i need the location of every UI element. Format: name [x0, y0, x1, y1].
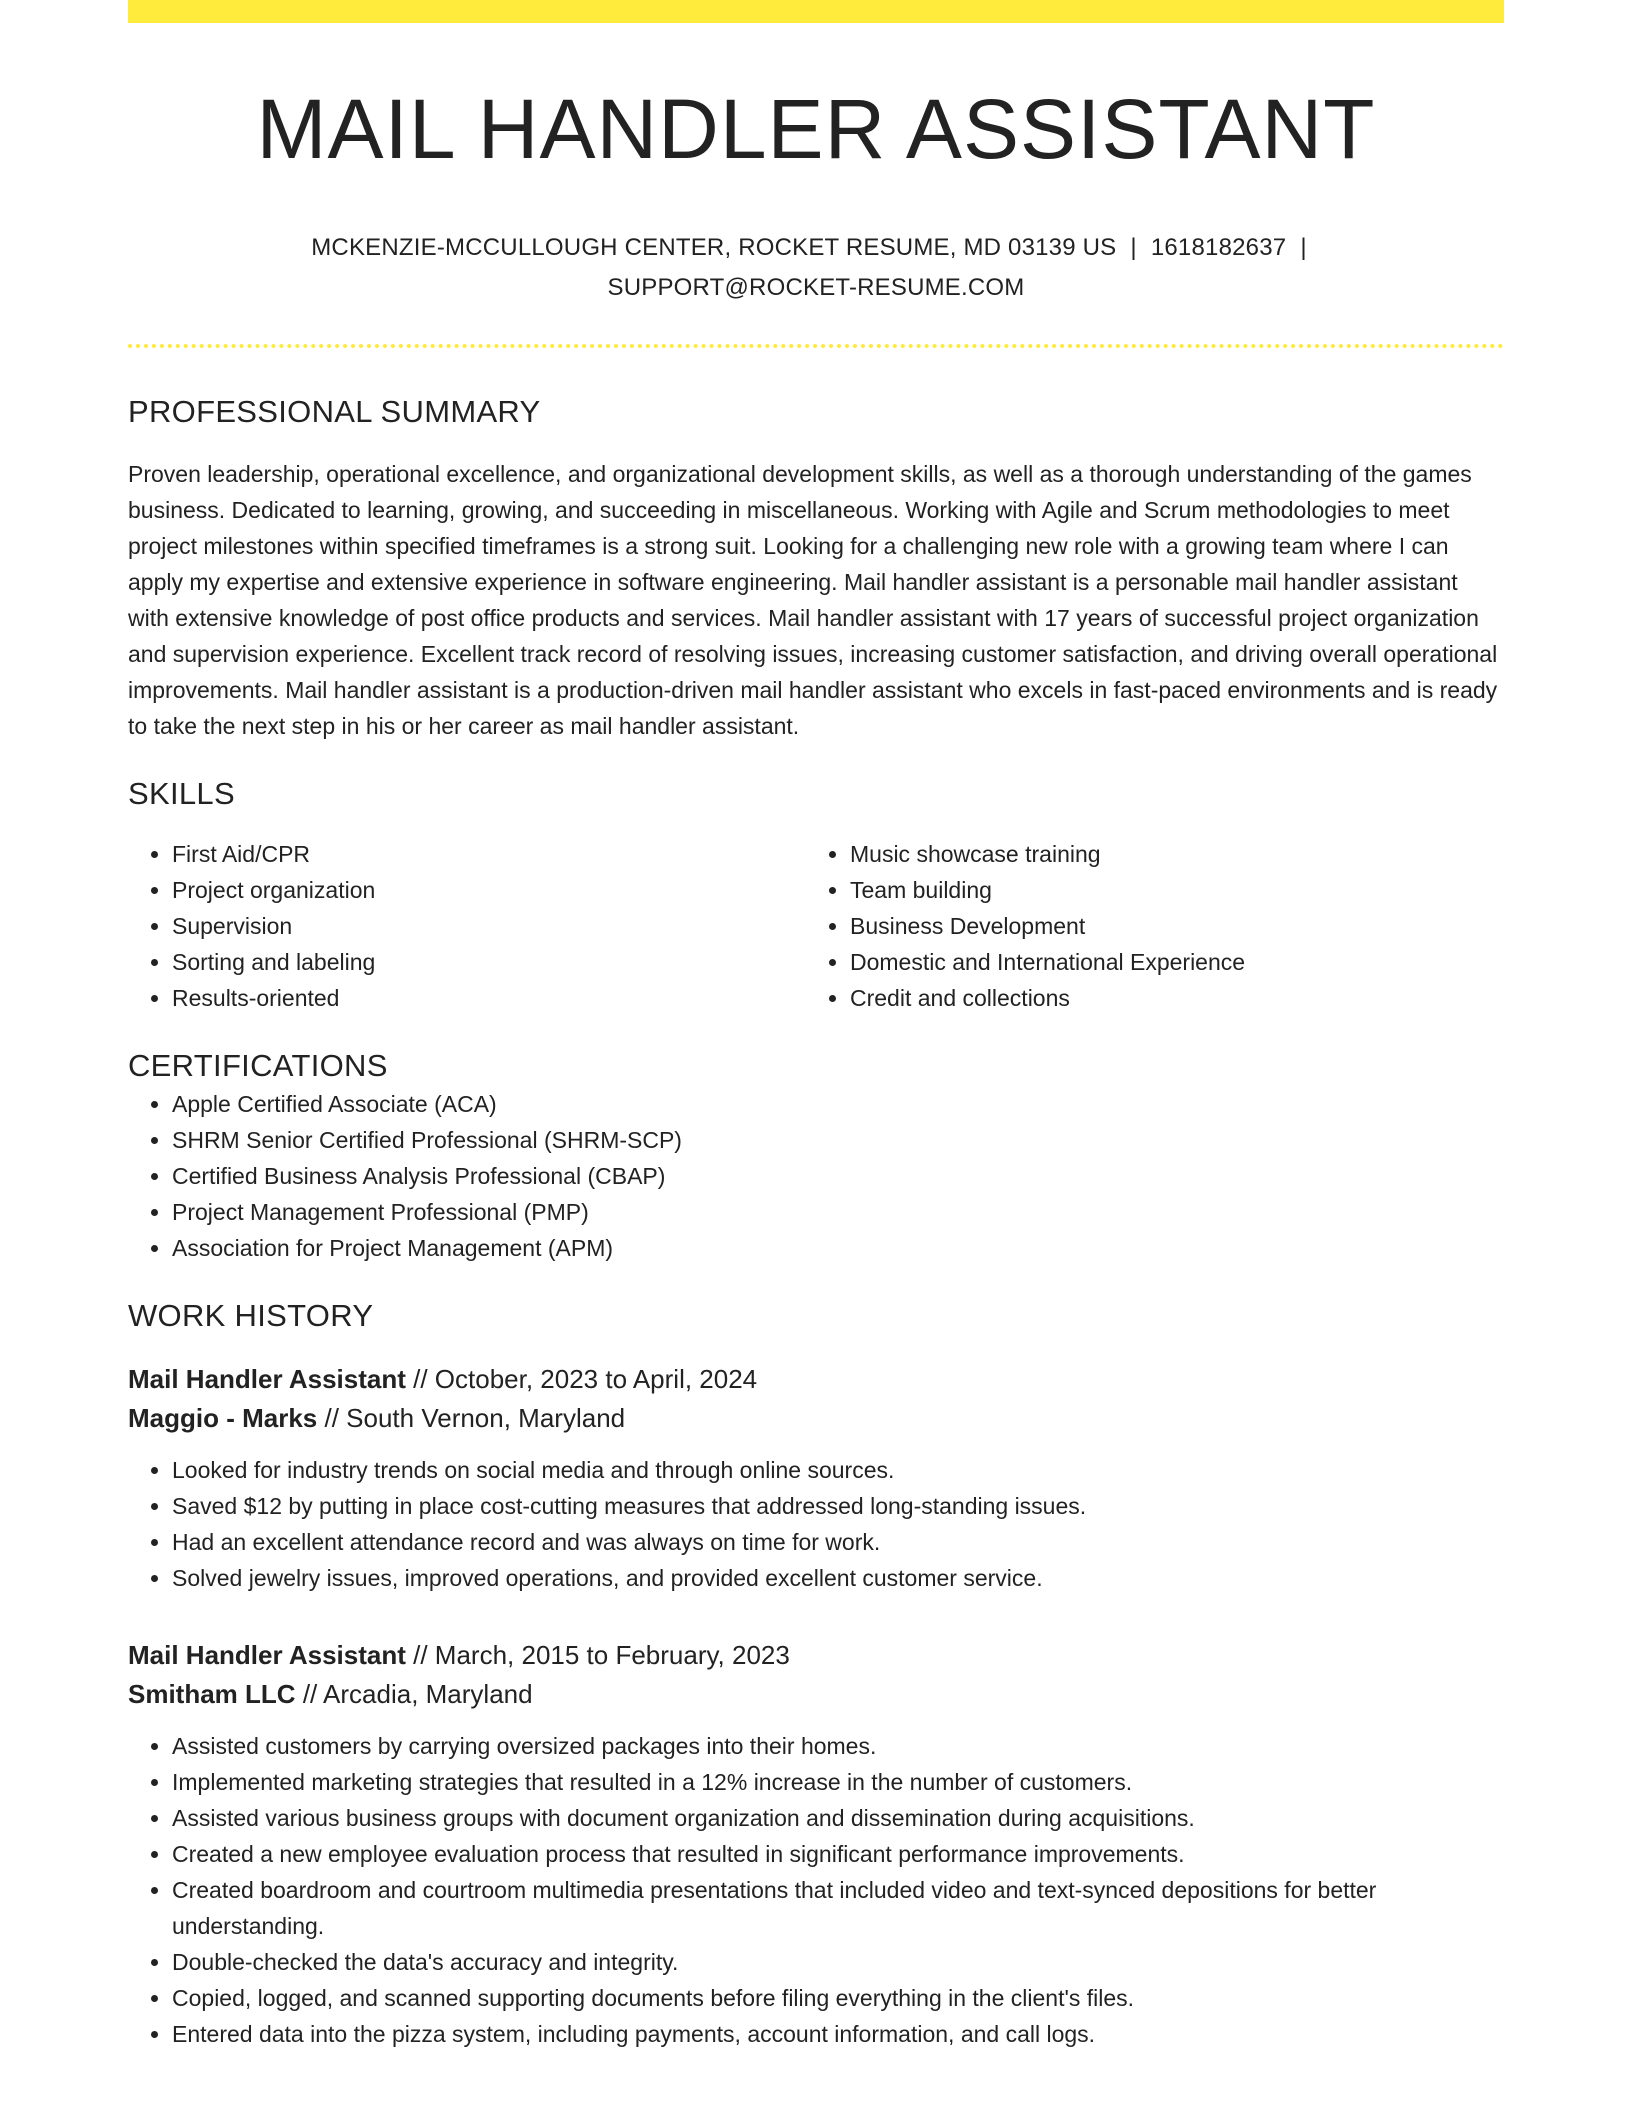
- job-title-line: [128, 1360, 1504, 1399]
- list-item: • Sorting and labeling: [172, 944, 806, 980]
- list-item: • Team building: [850, 872, 1484, 908]
- job-entry: [128, 1360, 1504, 1596]
- list-item: • Looked for industry trends on social media and through online sources.: [172, 1452, 1504, 1488]
- section-heading-work-history: WORK HISTORY: [128, 1297, 374, 1333]
- section-heading-skills: SKILLS: [128, 775, 235, 811]
- skills-list-left: [128, 836, 806, 1016]
- job-title-line: [128, 1636, 1504, 1675]
- list-item: • Music showcase training: [850, 836, 1484, 872]
- skills-column-right: [806, 836, 1484, 1016]
- list-item: • Certified Business Analysis Professional (CBAP): [172, 1158, 1504, 1194]
- contact-info: [128, 228, 1504, 308]
- contact-separator: |: [1300, 233, 1307, 261]
- certifications-list: [128, 1086, 1504, 1266]
- professional-summary-section: [128, 392, 1504, 744]
- list-item: • Business Development: [850, 908, 1484, 944]
- skills-list-right: [806, 836, 1484, 1016]
- contact-address: MCKENZIE-MCCULLOUGH CENTER, ROCKET RESUME, MD 03139 US: [311, 233, 1117, 261]
- work-history-section: [128, 1296, 1504, 2052]
- list-item: • Supervision: [172, 908, 806, 944]
- list-item: • Project organization: [172, 872, 806, 908]
- contact-separator: |: [1130, 233, 1137, 261]
- contact-phone: 1618182637: [1150, 233, 1287, 261]
- summary-text: Proven leadership, operational excellence, and organizational development skills, as well as a thorough understanding of the games business. Dedicated to learning, growing, and succeeding in miscellaneous. Working with Agile and Scrum methodologies to meet project milestones within specified timeframes is a strong suit. Looking for a challenging new role with a growing team where I can apply my expertise and extensive experience in software engineering. Mail handler assistant is a personable mail handler assistant with extensive knowledge of post office products and services. Mail handler assistant with 17 years of successful project organization and supervision experience. Excellent track record of resolving issues, increasing customer satisfaction, and driving overall operational improvements. Mail handler assistant is a production-driven mail handler assistant who excels in fast-paced environments and is ready to take the next step in his or her career as mail handler assistant.: [128, 460, 1498, 739]
- list-item: • Entered data into the pizza system, including payments, account information, and call logs.: [172, 2016, 1504, 2052]
- section-heading-certifications: CERTIFICATIONS: [128, 1047, 388, 1083]
- list-item: • Apple Certified Associate (ACA): [172, 1086, 1504, 1122]
- skills-column-left: [128, 836, 806, 1016]
- list-item: • Project Management Professional (PMP): [172, 1194, 1504, 1230]
- list-item: • Association for Project Management (APM): [172, 1230, 1504, 1266]
- list-item: • Assisted customers by carrying oversized packages into their homes.: [172, 1728, 1504, 1764]
- job-dates: // October, 2023 to April, 2024: [413, 1363, 758, 1394]
- job-title: Mail Handler Assistant: [128, 1363, 406, 1394]
- list-item: • Credit and collections: [850, 980, 1484, 1016]
- contact-email: SUPPORT@ROCKET-RESUME.COM: [607, 273, 1025, 301]
- job-entry: [128, 1636, 1504, 2052]
- list-item: • Had an excellent attendance record and was always on time for work.: [172, 1524, 1504, 1560]
- list-item: • Results-oriented: [172, 980, 806, 1016]
- list-item: • First Aid/CPR: [172, 836, 806, 872]
- list-item: • SHRM Senior Certified Professional (SHRM-SCP): [172, 1122, 1504, 1158]
- list-item: • Created a new employee evaluation process that resulted in significant performance improvements.: [172, 1836, 1504, 1872]
- job-duties-list: [128, 1728, 1504, 2052]
- resume-page: [128, 0, 1504, 2052]
- section-heading-summary: PROFESSIONAL SUMMARY: [128, 393, 541, 429]
- skills-grid: [128, 836, 1504, 1016]
- list-item: • Created boardroom and courtroom multimedia presentations that included video and text-synced depositions for better understanding.: [172, 1872, 1504, 1944]
- list-item: • Implemented marketing strategies that resulted in a 12% increase in the number of customers.: [172, 1764, 1504, 1800]
- job-title: Mail Handler Assistant: [128, 1639, 406, 1670]
- job-company-line: [128, 1399, 1504, 1438]
- list-item: • Double-checked the data's accuracy and integrity.: [172, 1944, 1504, 1980]
- job-location: // Arcadia, Maryland: [302, 1678, 533, 1709]
- skills-section: [128, 774, 1504, 1016]
- job-company: Smitham LLC: [128, 1678, 296, 1709]
- resume-title: MAIL HANDLER ASSISTANT: [256, 82, 1376, 176]
- list-item: • Copied, logged, and scanned supporting documents before filing everything in the client's files.: [172, 1980, 1504, 2016]
- list-item: • Saved $12 by putting in place cost-cutting measures that addressed long-standing issues.: [172, 1488, 1504, 1524]
- job-location: // South Vernon, Maryland: [324, 1402, 626, 1433]
- dotted-divider: [128, 344, 1504, 348]
- list-item: • Assisted various business groups with document organization and dissemination during acquisitions.: [172, 1800, 1504, 1836]
- list-item: • Solved jewelry issues, improved operations, and provided excellent customer service.: [172, 1560, 1504, 1596]
- top-accent-bar: [128, 0, 1504, 23]
- certifications-section: [128, 1046, 1504, 1266]
- list-item: • Domestic and International Experience: [850, 944, 1484, 980]
- job-company-line: [128, 1675, 1504, 1714]
- job-dates: // March, 2015 to February, 2023: [413, 1639, 790, 1670]
- job-company: Maggio - Marks: [128, 1402, 318, 1433]
- job-duties-list: [128, 1452, 1504, 1596]
